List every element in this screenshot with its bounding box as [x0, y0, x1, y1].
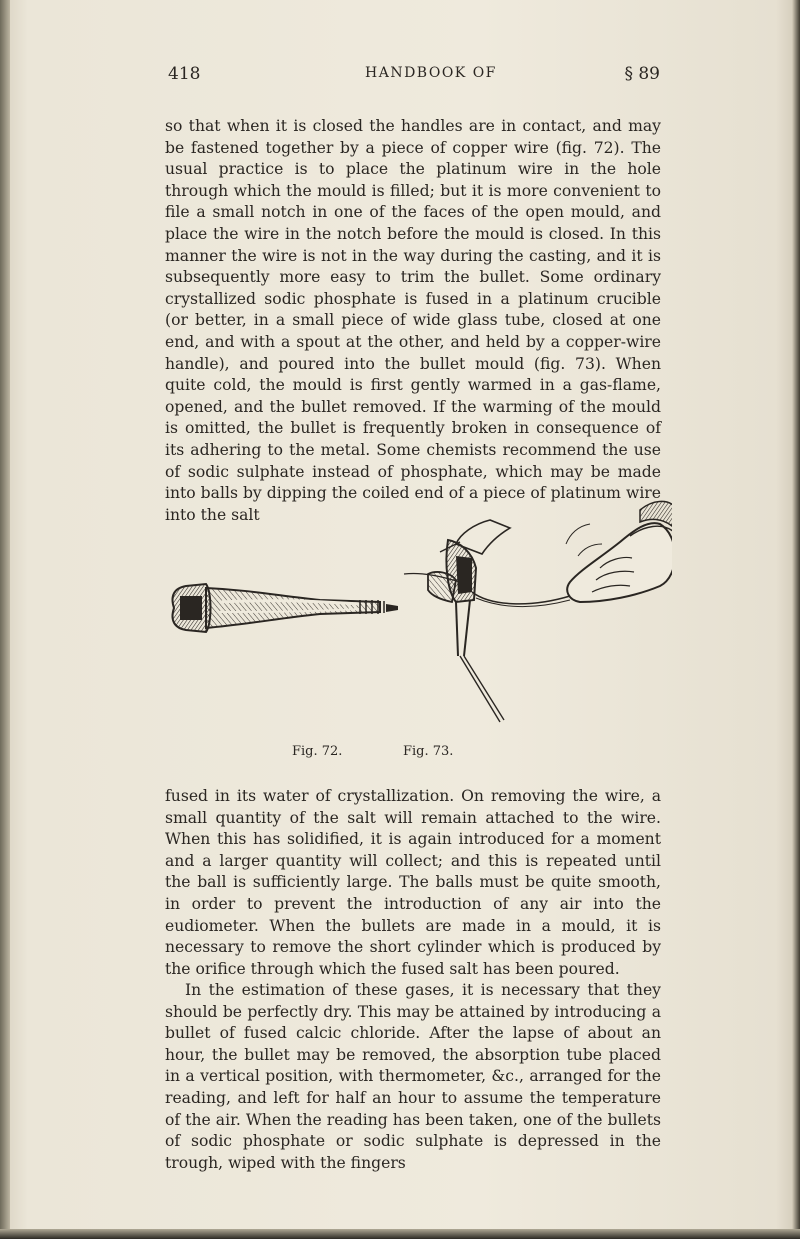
paragraph-3: In the estimation of these gases, it is necessary that they should be perfectly dry. This may be attained by introducing a bullet of fused calcic chloride. After the lapse of about an hour, the bullet may be removed, the absorption tube placed in a vertical position, with thermometer, &c., arranged for the reading, and left for half an hour to assume the temperature of the air. When the reading has been taken, one of the bullets of sodic phosphate or sodic sulphate is depressed in the trough, wiped with the fingers [165, 981, 661, 1172]
figure-72-caption: Fig. 72. [292, 744, 343, 759]
figure-illustration [160, 496, 672, 766]
section-number: § 89 [624, 64, 660, 84]
running-title: HANDBOOK OF [365, 65, 497, 81]
page-spine-shadow [0, 0, 10, 1239]
page-number: 418 [168, 64, 201, 84]
running-header [168, 64, 660, 92]
fig73-mould-pouring [404, 501, 672, 722]
paragraph-1: so that when it is closed the handles are in contact, and may be fastened together by a piece of copper wire (fig. 72). The usual practice is to place the platinum wire in the hole through which the mould is filled; but it is more convenient to file a small notch in one of the faces of the open mould, and place the wire in the notch before the mould is closed. In this manner the wire is not in the way during the casting, and it is subsequently more easy to trim the bullet. Some ordinary crystallized sodic phosphate is fused in a platinum crucible (or better, in a small piece of wide glass tube, closed at one end, and with a spout at the other, and held by a copper-wire handle), and poured into the bullet mould (fig. 73). When quite cold, the mould is first gently warmed in a gas-flame, opened, and the bullet removed. If the warming of the mould is omitted, the bullet is frequently broken in consequence of its adhering to the metal. Some chemists recommend the use of sodic sulphate instead of phosphate, which may be made into balls by dipping the coiled end of a piece of platinum wire into the salt [165, 117, 661, 524]
fig72-mould-closed [173, 584, 399, 632]
page-bottom-shadow [0, 1229, 800, 1239]
page-edge-shadow [792, 0, 800, 1239]
paragraph-2: fused in its water of crystallization. On removing the wire, a small quantity of the salt will remain attached to the wire. When this has solidified, it is again introduced for a moment and a larger quantity will collect; and this is repeated until the ball is sufficiently large. The balls must be quite smooth, in order to prevent the introduction of any air into the eudiometer. When the bullets are made in a mould, it is necessary to remove the short cylinder which is produced by the orifice through which the fused salt has been poured. [165, 787, 661, 978]
bullet-mould-engraving [160, 496, 672, 766]
figure-73-caption: Fig. 73. [403, 744, 454, 759]
